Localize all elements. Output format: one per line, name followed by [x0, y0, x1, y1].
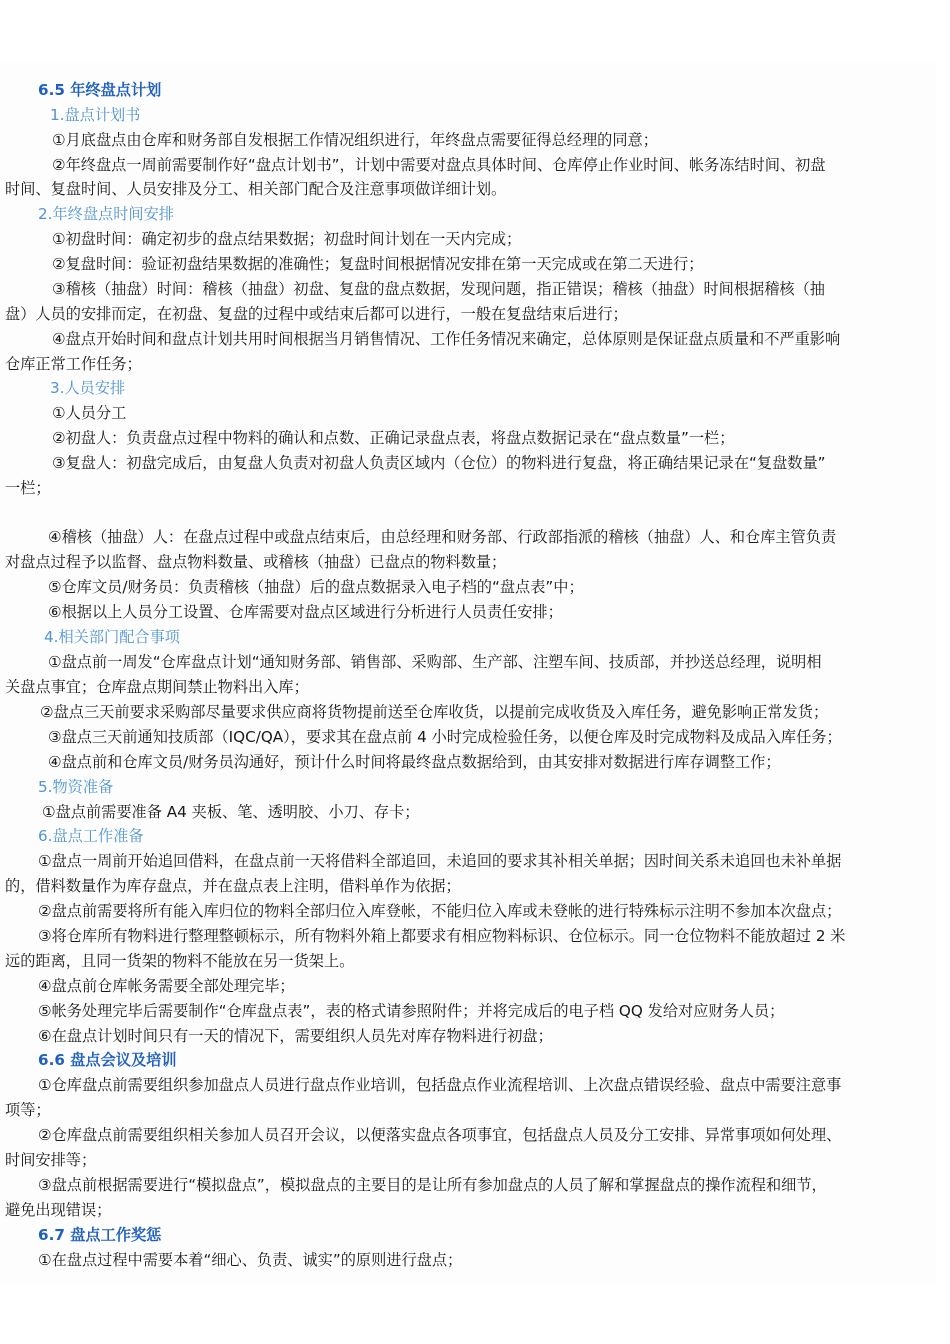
paragraph-line: ⑤帐务处理完毕后需要制作“仓库盘点表”，表的格式请参照附件；并将完成后的电子档 QQ 发给对应财务人员；: [38, 1002, 785, 1020]
subsection-heading: 1.盘点计划书: [50, 106, 141, 124]
paragraph-line: ④稽核（抽盘）人：在盘点过程中或盘点结束后，由总经理和财务部、行政部指派的稽核（抽盘）人、和仓库主管负责: [48, 528, 837, 546]
paragraph-line: 的，借料数量作为库存盘点，并在盘点表上注明，借料单作为依据；: [5, 877, 461, 895]
paragraph-line: ④盘点前仓库帐务需要全部处理完毕；: [38, 977, 295, 995]
paragraph-line: ⑥在盘点计划时间只有一天的情况下，需要组织人员先对库存物料进行初盘；: [38, 1027, 553, 1045]
paragraph-line: ①盘点一周前开始追回借料，在盘点前一天将借料全部追回，未追回的要求其补相关单据；因时间关系未追回也未补单据: [38, 852, 842, 870]
paragraph-line: ①月底盘点由仓库和财务部自发根据工作情况组织进行，年终盘点需要征得总经理的同意；: [52, 131, 658, 149]
paragraph-line: ③稽核（抽盘）时间：稽核（抽盘）初盘、复盘的盘点数据，发现问题，指正错误；稽核（抽盘）时间根据稽核（抽: [52, 280, 825, 298]
paragraph-line: ①盘点前一周发“仓库盘点计划“通知财务部、销售部、采购部、生产部、注塑车间、技质部，并抄送总经理，说明相: [48, 653, 822, 671]
paragraph-line: ①盘点前需要准备 A4 夹板、笔、透明胶、小刀、存卡；: [42, 803, 420, 821]
paragraph-line: ④盘点前和仓库文员/财务员沟通好，预计什么时间将最终盘点数据给到，由其安排对数据进行库存调整工作；: [48, 753, 781, 771]
paragraph-line: ②年终盘点一周前需要制作好“盘点计划书”，计划中需要对盘点具体时间、仓库停止作业时间、帐务冻结时间、初盘: [52, 156, 826, 174]
paragraph-line: ③盘点前根据需要进行“模拟盘点”，模拟盘点的主要目的是让所有参加盘点的人员了解和掌握盘点的操作流程和细节，: [38, 1176, 827, 1194]
paragraph-line: ②复盘时间：验证初盘结果数据的准确性；复盘时间根据情况安排在第一天完成或在第二天进行；: [52, 255, 704, 273]
paragraph-line: ③将仓库所有物料进行整理整顿标示，所有物料外箱上都要求有相应物料标识、仓位标示。同一仓位物料不能放超过 2 米: [38, 927, 846, 945]
paragraph-line: 一栏；: [5, 479, 51, 497]
subsection-heading: 2.年终盘点时间安排: [38, 205, 174, 223]
paragraph-line: ①初盘时间：确定初步的盘点结果数据；初盘时间计划在一天内完成；: [52, 230, 522, 248]
section-heading: 6.5 年终盘点计划: [38, 81, 162, 99]
paragraph-line: 时间安排等；: [5, 1151, 97, 1169]
paragraph-line: 仓库正常工作任务；: [5, 355, 142, 373]
paragraph-line: ①仓库盘点前需要组织参加盘点人员进行盘点作业培训，包括盘点作业流程培训、上次盘点错误经验、盘点中需要注意事: [38, 1076, 842, 1094]
paragraph-line: ②盘点三天前要求采购部尽量要求供应商将货物提前送至仓库收货，以提前完成收货及入库任务，避免影响正常发货；: [40, 703, 829, 721]
paragraph-line: ⑥根据以上人员分工设置、仓库需要对盘点区域进行分析进行人员责任安排；: [48, 603, 563, 621]
paragraph-line: ②初盘人：负责盘点过程中物料的确认和点数、正确记录盘点表，将盘点数据记录在“盘点数量”一栏；: [52, 429, 735, 447]
paragraph-line: 对盘点过程予以监督、盘点物料数量、或稽核（抽盘）已盘点的物料数量；: [5, 553, 507, 571]
paragraph-line: ④盘点开始时间和盘点计划共用时间根据当月销售情况、工作任务情况来确定，总体原则是保证盘点质量和不严重影响: [52, 330, 841, 348]
subsection-heading: 4.相关部门配合事项: [44, 628, 180, 646]
subsection-heading: 5.物资准备: [38, 778, 114, 796]
paragraph-line: 盘）人员的安排而定，在初盘、复盘的过程中或结束后都可以进行，一般在复盘结束后进行；: [5, 305, 628, 323]
paragraph-line: ②仓库盘点前需要组织相关参加人员召开会议，以便落实盘点各项事宜，包括盘点人员及分工安排、异常事项如何处理、: [38, 1126, 842, 1144]
subsection-heading: 6.盘点工作准备: [38, 827, 144, 845]
paragraph-line: 远的距离，且同一货架的物料不能放在另一货架上。: [5, 952, 355, 970]
paragraph-line: 避免出现错误；: [5, 1201, 112, 1219]
paragraph-line: ①在盘点过程中需要本着“细心、负责、诚实”的原则进行盘点；: [38, 1251, 463, 1269]
paragraph-line: 项等；: [5, 1101, 51, 1119]
paragraph-line: 时间、复盘时间、人员安排及分工、相关部门配合及注意事项做详细计划。: [5, 180, 507, 198]
section-heading: 6.7 盘点工作奖惩: [38, 1226, 162, 1244]
paragraph-line: ③盘点三天前通知技质部（IQC/QA），要求其在盘点前 4 小时完成检验任务，以便仓库及时完成物料及成品入库任务；: [48, 728, 842, 746]
section-heading: 6.6 盘点会议及培训: [38, 1051, 177, 1069]
subsection-heading: 3.人员安排: [50, 379, 126, 397]
paragraph-line: ②盘点前需要将所有能入库归位的物料全部归位入库登帐，不能归位入库或未登帐的进行特殊标示注明不参加本次盘点；: [38, 902, 842, 920]
paragraph-line: ⑤仓库文员/财务员：负责稽核（抽盘）后的盘点数据录入电子档的“盘点表”中；: [48, 578, 584, 596]
paragraph-line: ③复盘人：初盘完成后，由复盘人负责对初盘人负责区域内（仓位）的物料进行复盘，将正确结果记录在“复盘数量”: [52, 454, 826, 472]
paragraph-line: 关盘点事宜；仓库盘点期间禁止物料出入库；: [5, 678, 309, 696]
paragraph-line: ①人员分工: [52, 404, 127, 422]
